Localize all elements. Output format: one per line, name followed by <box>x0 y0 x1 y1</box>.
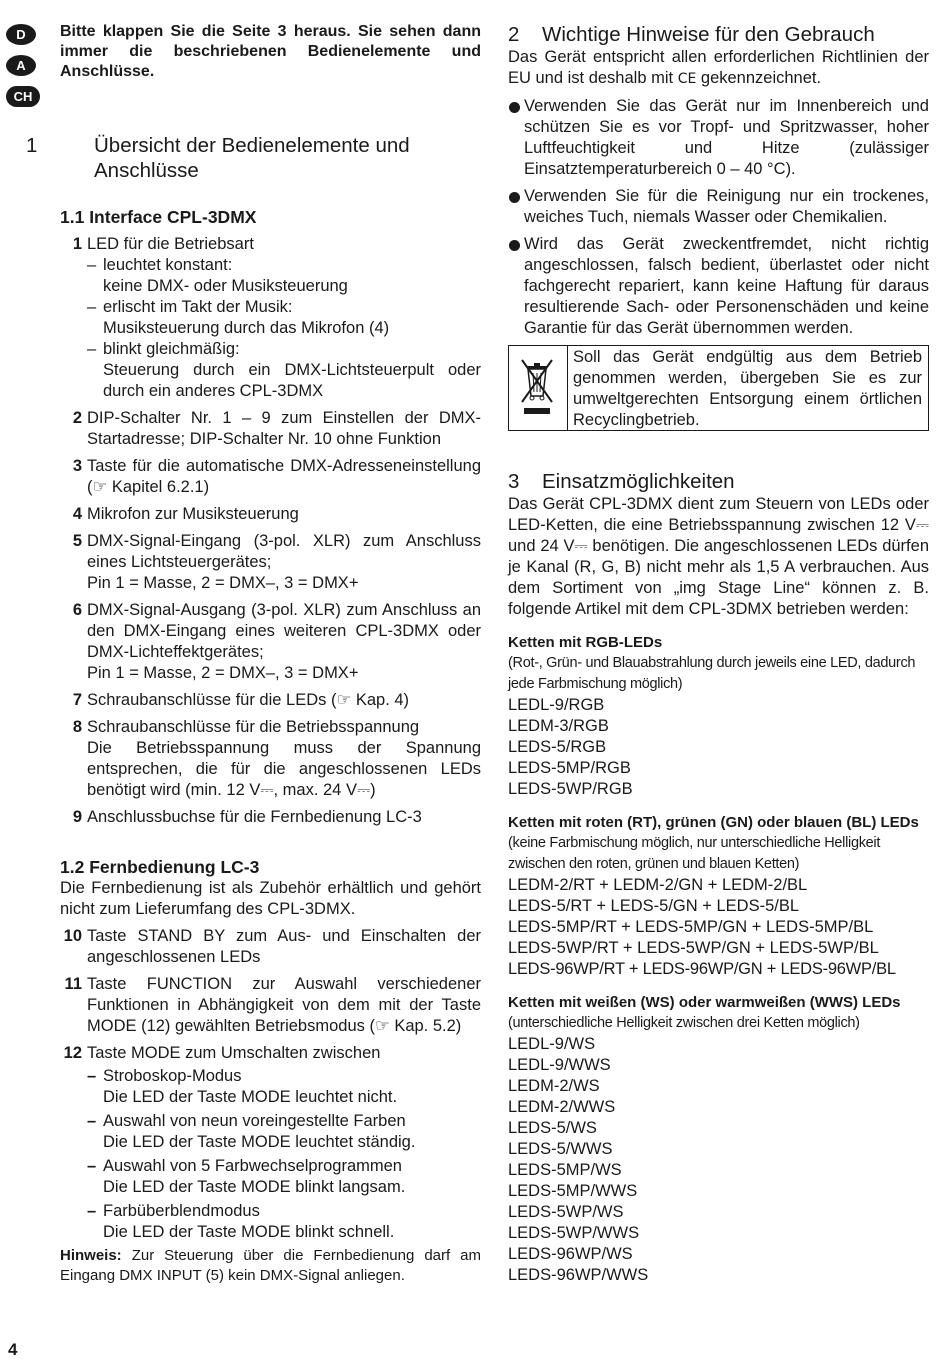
chain-group-title: Ketten mit RGB-LEDs <box>508 634 663 651</box>
list-item <box>60 504 481 525</box>
bullet-dot <box>509 192 520 203</box>
item-number: 10 <box>63 927 82 945</box>
chain-group-title: Ketten mit roten (RT), grünen (GN) oder blauen (BL) LEDs <box>508 814 919 831</box>
subsection-1-1-heading: 1.1 Interface CPL-3DMX <box>60 207 257 227</box>
list-item <box>60 690 481 711</box>
model-item: LEDS-96WP/WWS <box>508 1266 649 1284</box>
item-number: 5 <box>72 532 82 550</box>
list-subitem: – Farbüberblendmodus Die LED der Taste MODE blinkt schnell. <box>60 1201 481 1243</box>
subitem-detail: Die LED der Taste MODE blinkt schnell. <box>103 1223 395 1241</box>
right-column <box>508 22 929 1286</box>
subitem-detail: Musiksteuerung durch das Mikrofon (4) <box>103 319 390 337</box>
model-item: LEDL-9/WWS <box>508 1056 611 1074</box>
remote-note <box>60 1246 481 1286</box>
item-text: Taste für die automatische DMX-Adresseneinstellung (☞ Kapitel 6.2.1) <box>87 457 481 496</box>
model-item: LEDS-5/RGB <box>508 738 607 756</box>
subitem-label: Auswahl von 5 Farbwechselprogrammen <box>103 1157 402 1175</box>
subitem-detail: keine DMX- oder Musiksteuerung <box>103 277 348 295</box>
list-item <box>60 1043 481 1064</box>
section-title: Übersicht der Bedienelemente und Anschlüsse <box>94 134 410 182</box>
section-number: 1 <box>26 134 38 157</box>
chain-group-description: (Rot-, Grün- und Blauabstrahlung durch jeweils eine LED, dadurch jede Farbmischung möglich) <box>508 655 916 692</box>
item-text: Schraubanschlüsse für die Betriebsspannung <box>87 718 420 736</box>
subsection-1-2-text: Die Fernbedienung ist als Zubehör erhältlich und gehört nicht zum Lieferumfang des CPL-3DMX. <box>60 879 481 918</box>
model-item: LEDS-5/WS <box>508 1119 597 1137</box>
model-item: LEDL-9/WS <box>508 1035 596 1053</box>
model-item: LEDS-96WP/RT + LEDS-96WP/GN + LEDS-96WP/BL <box>508 960 896 978</box>
subitem-label: Auswahl von neun voreingestellte Farben <box>103 1112 406 1130</box>
intro-text: Bitte klappen Sie die Seite 3 heraus. Sie sehen dann immer die beschriebenen Bedienelemente und Anschlüsse. <box>60 23 481 80</box>
ce-mark: CE <box>677 71 697 87</box>
chain-group-title: Ketten mit weißen (WS) oder warmweißen (WWS) LEDs <box>508 994 901 1011</box>
subsection-1-2-heading: 1.2 Fernbedienung LC-3 <box>60 857 260 877</box>
model-item: LEDM-2/RT + LEDM-2/GN + LEDM-2/BL <box>508 876 808 894</box>
item-text: DIP-Schalter Nr. 1 – 9 zum Einstellen der DMX-Startadresse; DIP-Schalter Nr. 10 ohne Funktion <box>87 409 481 448</box>
chain-group-description: (keine Farbmischung möglich, nur unterschiedliche Helligkeit zwischen den roten, grünen und blauen Ketten) <box>508 835 881 872</box>
list-item <box>60 408 481 450</box>
bullet-text: Verwenden Sie das Gerät nur im Innenbereich und schützen Sie es vor Tropf- und Spritzwasser, hoher Luftfeuchtigkeit und Hitze (zulässiger Einsatztemperaturbereich 0 – 40 °C). <box>524 97 929 178</box>
item-text: DMX-Signal-Eingang (3-pol. XLR) zum Anschluss eines Lichtsteuergerätes; <box>87 532 481 571</box>
model-item: LEDS-5WP/RT + LEDS-5WP/GN + LEDS-5WP/BL <box>508 939 879 957</box>
chain-group-description: (unterschiedliche Helligkeit zwischen drei Ketten möglich) <box>508 1015 860 1031</box>
list-item <box>60 807 481 828</box>
language-badge-a: A <box>6 55 36 76</box>
section-number: 2 <box>508 23 520 46</box>
bullet-item <box>508 186 929 228</box>
item-text: Taste MODE zum Umschalten zwischen <box>87 1044 381 1062</box>
subitem-label: blinkt gleichmäßig: <box>103 340 240 358</box>
model-item: LEDM-2/WWS <box>508 1098 616 1116</box>
model-item: LEDS-5MP/RT + LEDS-5MP/GN + LEDS-5MP/BL <box>508 918 874 936</box>
item-number: 8 <box>72 718 82 736</box>
list-subitem: – leuchtet konstant: keine DMX- oder Musiksteuerung <box>60 255 481 297</box>
model-item: LEDS-5MP/RGB <box>508 759 631 777</box>
model-item: LEDS-5MP/WWS <box>508 1182 638 1200</box>
list-subitem: – erlischt im Takt der Musik: Musiksteuerung durch das Mikrofon (4) <box>60 297 481 339</box>
model-item: LEDS-5/WWS <box>508 1140 613 1158</box>
item-text: Mikrofon zur Musiksteuerung <box>87 505 299 523</box>
note-label: Hinweis: <box>60 1247 122 1264</box>
model-item: LEDM-2/WS <box>508 1077 600 1095</box>
page-number: 4 <box>8 1340 18 1359</box>
model-item: LEDL-9/RGB <box>508 696 605 714</box>
item-number: 2 <box>72 409 82 427</box>
list-subitem: – Auswahl von 5 Farbwechselprogrammen Die LED der Taste MODE blinkt langsam. <box>60 1156 481 1198</box>
item-number: 11 <box>64 975 82 993</box>
list-item <box>60 531 481 594</box>
item-number: 12 <box>63 1044 82 1062</box>
section-title: Wichtige Hinweise für den Gebrauch <box>542 23 875 46</box>
item-text: Taste FUNCTION zur Auswahl verschiedener Funktionen in Abhängigkeit von dem mit der Taste MODE (12) gewählten Betriebsmodus (☞ Kap. 5.2) <box>87 975 481 1035</box>
list-subitem: – Stroboskop-Modus Die LED der Taste MODE leuchtet nicht. <box>60 1066 481 1108</box>
disposal-text: Soll das Gerät endgültig aus dem Betrieb genommen werden, übergeben Sie es zur umweltgerechten Entsorgung einem örtlichen Recyclingbetrieb. <box>573 348 922 429</box>
subitem-label: leuchtet konstant: <box>103 256 233 274</box>
list-item <box>60 234 481 255</box>
model-item: LEDS-5/RT + LEDS-5/GN + LEDS-5/BL <box>508 897 800 915</box>
item-number: 6 <box>72 601 82 619</box>
model-item: LEDS-5MP/WS <box>508 1161 622 1179</box>
list-subitem: – Auswahl von neun voreingestellte Farben Die LED der Taste MODE leuchtet ständig. <box>60 1111 481 1153</box>
list-item <box>60 600 481 684</box>
language-badges <box>6 24 40 117</box>
section-2-heading <box>508 22 929 47</box>
section-number: 3 <box>508 470 520 493</box>
language-badge-d: D <box>6 24 36 45</box>
model-item: LEDS-5WP/RGB <box>508 780 633 798</box>
item-text: LED für die Betriebsart <box>87 235 254 253</box>
model-item: LEDS-5WP/WS <box>508 1203 624 1221</box>
section-3-heading <box>508 469 929 494</box>
subitem-detail: Die LED der Taste MODE leuchtet ständig. <box>103 1133 416 1151</box>
bullet-item <box>508 234 929 339</box>
subitem-label: Farbüberblendmodus <box>103 1202 260 1220</box>
item-number: 4 <box>72 505 82 523</box>
item-extra: Pin 1 = Masse, 2 = DMX–, 3 = DMX+ <box>87 574 359 592</box>
section-3-text: Das Gerät CPL-3DMX dient zum Steuern von LEDs oder LED-Ketten, die eine Betriebsspannung zwischen 12 V⎓ und 24 V⎓ benötigen. Die angeschlossenen LEDs dürfen je Kanal (R, G, B) nicht mehr als 1,5 A verbrauchen. Aus dem Sortiment von „img Stage Line“ können z. B. folgende Artikel mit dem CPL-3DMX betrieben werden: <box>508 495 929 618</box>
left-column <box>26 22 481 1286</box>
disposal-box <box>508 345 929 431</box>
bullet-text: Verwenden Sie für die Reinigung nur ein trockenes, weiches Tuch, niemals Wasser oder Chemikalien. <box>524 187 929 226</box>
subitem-detail: Steuerung durch ein DMX-Lichtsteuerpult oder durch ein anderes CPL-3DMX <box>103 361 481 400</box>
weee-bin-icon <box>509 346 568 430</box>
item-number: 9 <box>72 808 82 826</box>
section-title: Einsatzmöglichkeiten <box>542 470 735 493</box>
item-text: Anschlussbuchse für die Fernbedienung LC-3 <box>87 808 422 826</box>
section-2-intro <box>508 47 929 90</box>
subitem-detail: Die LED der Taste MODE leuchtet nicht. <box>103 1088 398 1106</box>
bullet-item <box>508 96 929 180</box>
list-item <box>60 926 481 968</box>
item-text: Taste STAND BY zum Aus- und Einschalten der angeschlossenen LEDs <box>87 927 481 966</box>
list-item <box>60 974 481 1037</box>
item-number: 7 <box>72 691 82 709</box>
subitem-label: Stroboskop-Modus <box>103 1067 242 1085</box>
list-item <box>60 717 481 801</box>
language-badge-ch: CH <box>6 86 40 107</box>
bullet-dot <box>509 102 520 113</box>
bullet-text: Wird das Gerät zweckentfremdet, nicht richtig angeschlossen, falsch bedient, überlastet oder nicht fachgerecht repariert, kann keine Haftung für daraus resultierende Sach- oder Personenschäden und keine Garantie für das Gerät übernommen werden. <box>524 235 929 337</box>
list-subitem: – blinkt gleichmäßig: Steuerung durch ein DMX-Lichtsteuerpult oder durch ein anderes CPL-3DMX <box>87 340 481 400</box>
list-item <box>60 456 481 498</box>
intro-text: Das Gerät entspricht allen erforderlichen Richtlinien der EU und ist deshalb mit <box>508 48 929 87</box>
bullet-dot <box>509 240 520 251</box>
item-number: 1 <box>72 235 82 253</box>
note-text: Zur Steuerung über die Fernbedienung darf am Eingang DMX INPUT (5) kein DMX-Signal anliegen. <box>60 1247 481 1284</box>
model-item: LEDS-5WP/WWS <box>508 1224 640 1242</box>
section-1-heading <box>26 133 481 183</box>
item-extra: Die Betriebsspannung muss der Spannung entsprechen, die für die angeschlossenen LEDs benötigt wird (min. 12 V⎓, max. 24 V⎓) <box>87 739 481 799</box>
item-text: Schraubanschlüsse für die LEDs (☞ Kap. 4) <box>87 691 410 709</box>
subitem-label: erlischt im Takt der Musik: <box>103 298 293 316</box>
subitem-detail: Die LED der Taste MODE blinkt langsam. <box>103 1178 406 1196</box>
item-text: DMX-Signal-Ausgang (3-pol. XLR) zum Anschluss an den DMX-Eingang eines weiteren CPL-3DMX oder DMX-Lichteffektgerätes; <box>87 601 481 661</box>
intro-text-end: gekennzeichnet. <box>700 69 822 87</box>
model-item: LEDM-3/RGB <box>508 717 609 735</box>
item-number: 3 <box>72 457 82 475</box>
item-extra: Pin 1 = Masse, 2 = DMX–, 3 = DMX+ <box>87 664 359 682</box>
model-item: LEDS-96WP/WS <box>508 1245 633 1263</box>
